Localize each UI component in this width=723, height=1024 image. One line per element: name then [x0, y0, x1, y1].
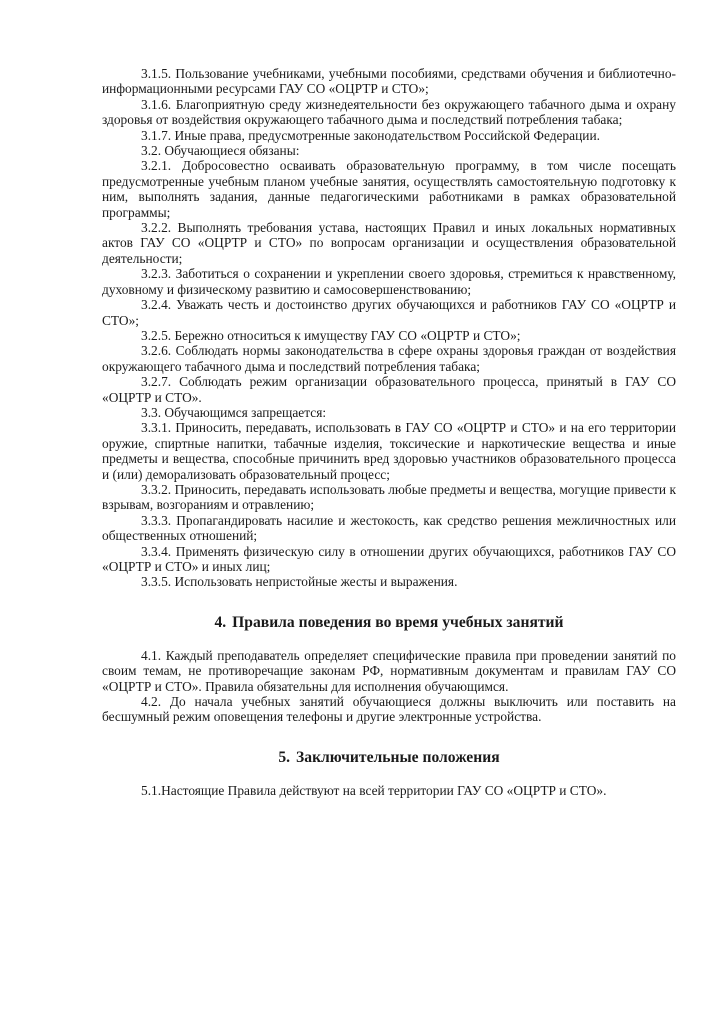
clause-3-2-7: 3.2.7. Соблюдать режим организации образовательного процесса, принятый в ГАУ СО «ОЦРТР и СТО». [102, 374, 676, 405]
clause-5-1: 5.1.Настоящие Правила действуют на всей территории ГАУ СО «ОЦРТР и СТО». [141, 782, 607, 798]
clause-3-1-5: 3.1.5. Пользование учебниками, учебными пособиями, средствами обучения и библиотечно-информационными ресурсами ГАУ СО «ОЦРТР и СТО»; [102, 66, 676, 97]
clause-3-2-4: 3.2.4. Уважать честь и достоинство других обучающихся и работников ГАУ СО «ОЦРТР и СТО»; [102, 297, 676, 328]
clause-3-2-2: 3.2.2. Выполнять требования устава, настоящих Правил и иных локальных нормативных актов ГАУ СО «ОЦРТР и СТО» по вопросам организации и осуществления образовательной деятельности; [102, 220, 676, 266]
clause-4-2: 4.2. До начала учебных занятий обучающиеся должны выключить или поставить на бесшумный режим оповещения телефоны и другие электронные устройства. [102, 694, 676, 725]
clause-3-2-1: 3.2.1. Добросовестно осваивать образовательную программу, в том числе посещать предусмотренные учебным планом учебные занятия, осуществлять самостоятельную подготовку к ним, выполнять задания, данные педагогическими работниками в рамках образовательной программы; [102, 158, 676, 220]
clause-3-1-6: 3.1.6. Благоприятную среду жизнедеятельности без окружающего табачного дыма и охрану здоровья от воздействия окружающего табачного дыма и последствий потребления табака; [102, 96, 676, 128]
section-4-title: Правила поведения во время учебных занятий [232, 613, 564, 631]
clause-3-1-7: 3.1.7. Иные права, предусмотренные законодательством Российской Федерации. [141, 127, 600, 143]
clause-4-1: 4.1. Каждый преподаватель определяет специфические правила при проведении занятий по своим темам, не противоречащие законам РФ, нормативным документам и правилам ГАУ СО «ОЦРТР и СТО». Правила обязательны для исполнения обучающимся. [102, 647, 676, 694]
section-4-heading [102, 614, 676, 632]
section-5-title: Заключительные положения [296, 748, 500, 766]
clause-3-3-2: 3.3.2. Приносить, передавать использовать любые предметы и вещества, могущие привести к взрывам, возгораниям и отравлению; [102, 481, 676, 513]
clause-3-3: 3.3. Обучающимся запрещается: [141, 404, 327, 420]
document-body [102, 66, 676, 798]
clause-3-3-5: 3.3.5. Использовать непристойные жесты и выражения. [141, 574, 458, 590]
section-3-continued [102, 66, 676, 590]
clause-3-2-3: 3.2.3. Заботиться о сохранении и укреплении своего здоровья, стремиться к нравственному, духовному и физическому развитию и самосовершенствованию; [102, 266, 676, 297]
clause-3-2: 3.2. Обучающиеся обязаны: [141, 143, 300, 159]
section-4 [102, 648, 676, 725]
section-5-number: 5. [278, 748, 291, 766]
clause-3-3-4: 3.3.4. Применять физическую силу в отношении других обучающихся, работников ГАУ СО «ОЦРТР и СТО» и иных лиц; [102, 543, 676, 574]
section-5 [102, 783, 676, 798]
section-4-number: 4. [214, 613, 227, 631]
section-5-heading [102, 749, 676, 767]
clause-3-2-5: 3.2.5. Бережно относиться к имуществу ГАУ СО «ОЦРТР и СТО»; [141, 327, 521, 343]
clause-3-2-6: 3.2.6. Соблюдать нормы законодательства в сфере охраны здоровья граждан от воздействия окружающего табачного дыма и последствий потребления табака; [102, 343, 676, 374]
clause-3-3-1: 3.3.1. Приносить, передавать, использовать в ГАУ СО «ОЦРТР и СТО» и на его территории оружие, спиртные напитки, табачные изделия, токсические и наркотические вещества и иные предметы и вещества, способные причинить вред здоровью участников образовательного процесса и (или) деморализовать образовательный процесс; [102, 420, 676, 482]
clause-3-3-3: 3.3.3. Пропагандировать насилие и жестокость, как средство решения межличностных или общественных отношений; [102, 512, 676, 544]
